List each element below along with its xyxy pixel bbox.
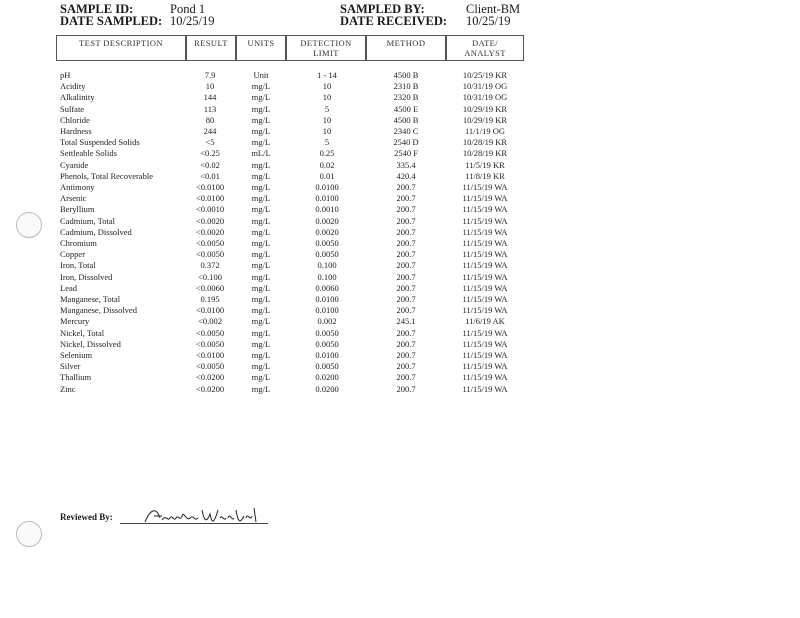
- units-cell: mg/L: [251, 249, 271, 260]
- method-cell: 200.7: [396, 294, 416, 304]
- table-row: [0, 339, 800, 350]
- table-row: [0, 204, 800, 215]
- date-analyst-cell: 11/15/19 WA: [462, 327, 508, 338]
- detection-limit-cell: 0.0050: [315, 361, 339, 372]
- date-sampled-label: DATE SAMPLED:: [60, 14, 163, 28]
- detection-limit-cell: 0.02: [319, 159, 335, 170]
- detection-limit-cell: 0.0200: [315, 383, 339, 394]
- result-cell: <0.01: [200, 170, 220, 181]
- units-cell: mg/L: [251, 204, 271, 215]
- units-cell: Unit: [253, 70, 269, 80]
- date-analyst-cell: 11/15/19 WA: [462, 260, 508, 271]
- detection-limit-cell: 0.100: [317, 271, 337, 282]
- detection-limit-cell: 10: [322, 114, 332, 125]
- table-row: [0, 160, 800, 171]
- units-cell: mg/L: [251, 294, 271, 304]
- method-cell: 335.4: [396, 159, 416, 170]
- date-analyst-cell: 10/29/19 KR: [462, 103, 508, 114]
- detection-limit-cell: 0.0100: [315, 182, 339, 192]
- date-analyst-cell: 11/1/19 OG: [464, 126, 506, 136]
- method-cell: 4500 B: [393, 70, 419, 80]
- date-analyst-cell: 11/15/19 WA: [462, 182, 508, 192]
- method-cell: 2320 B: [393, 92, 419, 103]
- table-row: [0, 126, 800, 137]
- units-cell: mg/L: [251, 182, 271, 192]
- result-cell: 244: [203, 126, 217, 136]
- date-analyst-cell: 11/15/19 WA: [462, 204, 508, 215]
- result-cell: 80: [205, 114, 215, 125]
- result-cell: <0.0200: [195, 383, 225, 394]
- units-cell: mL/L: [251, 148, 271, 159]
- date-analyst-cell: 10/31/19 OG: [462, 81, 508, 92]
- sample-id-value: Pond 1: [170, 2, 206, 16]
- test-description-cell: Phenols, Total Recoverable: [60, 170, 153, 181]
- result-cell: 7.9: [204, 70, 216, 80]
- result-cell: 0.195: [200, 294, 220, 304]
- units-cell: mg/L: [251, 103, 271, 114]
- detection-limit-cell: 0.0100: [315, 193, 339, 204]
- method-cell: 200.7: [396, 193, 416, 204]
- units-cell: mg/L: [251, 114, 271, 125]
- col-method-label: METHOD: [386, 38, 426, 48]
- punch-hole-top: [16, 212, 42, 238]
- test-description-cell: Copper: [60, 249, 86, 260]
- detection-limit-cell: 1 - 14: [317, 70, 337, 80]
- result-cell: <0.0050: [195, 338, 225, 349]
- table-row: [0, 92, 800, 103]
- result-cell: <0.0100: [195, 305, 225, 316]
- method-cell: 200.7: [396, 361, 416, 372]
- method-cell: 2340 C: [393, 126, 419, 136]
- table-row: [0, 316, 800, 327]
- detection-limit-cell: 0.25: [319, 148, 335, 159]
- method-cell: 200.7: [396, 238, 416, 248]
- method-cell: 200.7: [396, 327, 416, 338]
- table-row: [0, 137, 800, 148]
- test-description-cell: Acidity: [60, 81, 86, 92]
- detection-limit-cell: 0.002: [317, 316, 337, 327]
- col-test-description-label: TEST DESCRIPTION: [79, 38, 163, 48]
- test-description-cell: Thallium: [60, 372, 92, 383]
- units-cell: mg/L: [251, 260, 271, 271]
- detection-limit-cell: 0.0200: [315, 372, 339, 383]
- method-cell: 200.7: [396, 282, 416, 293]
- method-cell: 200.7: [396, 260, 416, 271]
- test-description-cell: Beryllium: [60, 204, 95, 215]
- result-cell: <0.25: [200, 148, 220, 159]
- test-description-cell: Iron, Total: [60, 260, 96, 271]
- table-row: [0, 294, 800, 305]
- detection-limit-cell: 0.0050: [315, 249, 339, 260]
- detection-limit-cell: 0.0100: [315, 305, 339, 316]
- method-cell: 2540 F: [394, 148, 418, 159]
- method-cell: 200.7: [396, 215, 416, 226]
- units-cell: mg/L: [251, 215, 271, 226]
- date-analyst-cell: 11/15/19 WA: [462, 294, 508, 304]
- table-row: [0, 372, 800, 383]
- date-analyst-cell: 10/25/19 KR: [462, 70, 508, 80]
- result-cell: <0.0020: [195, 215, 225, 226]
- col-result-label: RESULT: [194, 38, 228, 48]
- table-row: [0, 227, 800, 238]
- date-analyst-cell: 11/15/19 WA: [462, 193, 508, 204]
- method-cell: 200.7: [396, 182, 416, 192]
- detection-limit-cell: 0.0020: [315, 226, 339, 237]
- test-description-cell: Sulfate: [60, 103, 85, 114]
- table-row: [0, 361, 800, 372]
- table-row: [0, 305, 800, 316]
- table-row: [0, 148, 800, 159]
- method-cell: 2540 D: [393, 137, 419, 148]
- col-detection-label-1: DETECTION: [300, 38, 352, 48]
- method-cell: 200.7: [396, 249, 416, 260]
- detection-limit-cell: 5: [324, 137, 330, 148]
- test-description-cell: Zinc: [60, 383, 76, 394]
- table-row: [0, 272, 800, 283]
- method-cell: 200.7: [396, 372, 416, 383]
- method-cell: 200.7: [396, 350, 416, 360]
- units-cell: mg/L: [251, 327, 271, 338]
- test-description-cell: Nickel, Total: [60, 327, 105, 338]
- units-cell: mg/L: [251, 226, 271, 237]
- result-cell: <0.0060: [195, 282, 225, 293]
- test-description-cell: Total Suspended Solids: [60, 137, 140, 148]
- detection-limit-cell: 0.100: [317, 260, 337, 271]
- date-analyst-cell: 11/8/19 KR: [465, 170, 505, 181]
- result-cell: <0.0050: [195, 361, 225, 372]
- detection-limit-cell: 10: [322, 126, 332, 136]
- result-cell: 0.372: [200, 260, 220, 271]
- date-analyst-cell: 11/15/19 WA: [462, 383, 508, 394]
- units-cell: mg/L: [251, 92, 271, 103]
- units-cell: mg/L: [251, 350, 271, 360]
- result-cell: <0.100: [198, 271, 222, 282]
- table-row: [0, 104, 800, 115]
- table-row: [0, 238, 800, 249]
- units-cell: mg/L: [251, 316, 271, 327]
- table-row: [0, 260, 800, 271]
- units-cell: mg/L: [251, 383, 271, 394]
- test-description-cell: Cyanide: [60, 159, 89, 170]
- sampled-by-value: Client-BM: [466, 2, 521, 16]
- test-description-cell: Iron, Dissolved: [60, 271, 113, 282]
- method-cell: 245.1: [396, 316, 416, 327]
- result-cell: <0.002: [198, 316, 222, 327]
- detection-limit-cell: 0.0100: [315, 350, 339, 360]
- result-cell: 113: [203, 103, 217, 114]
- table-row: [0, 216, 800, 227]
- test-description-cell: Manganese, Dissolved: [60, 305, 137, 316]
- date-analyst-cell: 11/15/19 WA: [462, 372, 508, 383]
- col-date-label-2: ANALYST: [464, 48, 506, 58]
- detection-limit-cell: 10: [322, 81, 332, 92]
- result-cell: <0.0100: [195, 193, 225, 204]
- test-description-cell: Cadmium, Total: [60, 215, 115, 226]
- test-description-cell: Selenium: [60, 350, 93, 360]
- date-analyst-cell: 11/5/19 KR: [465, 159, 505, 170]
- date-analyst-cell: 11/15/19 WA: [462, 215, 508, 226]
- table-row: [0, 328, 800, 339]
- date-analyst-cell: 11/15/19 WA: [462, 249, 508, 260]
- result-cell: <0.0050: [195, 249, 225, 260]
- units-cell: mg/L: [251, 126, 271, 136]
- method-cell: 420.4: [396, 170, 416, 181]
- date-analyst-cell: 10/31/19 OG: [462, 92, 508, 103]
- result-cell: <0.0200: [195, 372, 225, 383]
- table-row: [0, 350, 800, 361]
- reviewed-by-label: Reviewed By:: [60, 512, 113, 522]
- units-cell: mg/L: [251, 271, 271, 282]
- method-cell: 4500 E: [393, 103, 419, 114]
- date-analyst-cell: 11/15/19 WA: [462, 226, 508, 237]
- result-cell: <0.0100: [195, 350, 225, 360]
- detection-limit-cell: 0.0050: [315, 238, 339, 248]
- result-cell: 144: [203, 92, 217, 103]
- test-description-cell: Hardness: [60, 126, 92, 136]
- method-cell: 200.7: [396, 338, 416, 349]
- units-cell: mg/L: [251, 81, 271, 92]
- detection-limit-cell: 0.0050: [315, 327, 339, 338]
- test-description-cell: Alkalinity: [60, 92, 95, 103]
- sample-id-label: SAMPLE ID:: [60, 2, 134, 16]
- test-description-cell: Arsenic: [60, 193, 87, 204]
- result-cell: <0.0050: [195, 327, 225, 338]
- units-cell: mg/L: [251, 372, 271, 383]
- test-description-cell: Antimony: [60, 182, 95, 192]
- result-cell: <0.0100: [195, 182, 225, 192]
- test-description-cell: Manganese, Total: [60, 294, 121, 304]
- date-analyst-cell: 11/15/19 WA: [462, 282, 508, 293]
- test-description-cell: pH: [60, 70, 71, 80]
- date-analyst-cell: 11/15/19 WA: [462, 338, 508, 349]
- date-analyst-cell: 10/28/19 KR: [462, 137, 508, 148]
- units-cell: mg/L: [251, 137, 271, 148]
- test-description-cell: Chloride: [60, 114, 90, 125]
- test-description-cell: Cadmium, Dissolved: [60, 226, 132, 237]
- result-cell: <0.0050: [195, 238, 225, 248]
- result-cell: <5: [205, 137, 215, 148]
- table-row: [0, 193, 800, 204]
- table-row: [0, 249, 800, 260]
- date-analyst-cell: 10/29/19 KR: [462, 114, 508, 125]
- table-row: [0, 171, 800, 182]
- test-description-cell: Mercury: [60, 316, 90, 327]
- table-row: [0, 182, 800, 193]
- units-cell: mg/L: [251, 361, 271, 372]
- signature: [140, 500, 270, 530]
- test-description-cell: Chromium: [60, 238, 97, 248]
- result-cell: <0.02: [200, 159, 220, 170]
- detection-limit-cell: 0.0100: [315, 294, 339, 304]
- method-cell: 200.7: [396, 226, 416, 237]
- test-description-cell: Lead: [60, 282, 77, 293]
- date-analyst-cell: 11/15/19 WA: [462, 305, 508, 316]
- col-detection-label-2: LIMIT: [313, 48, 339, 58]
- detection-limit-cell: 0.0010: [315, 204, 339, 215]
- date-sampled-value: 10/25/19: [170, 14, 215, 28]
- table-row: [0, 115, 800, 126]
- test-description-cell: Silver: [60, 361, 81, 372]
- units-cell: mg/L: [251, 305, 271, 316]
- test-description-cell: Settleable Solids: [60, 148, 117, 159]
- units-cell: mg/L: [251, 238, 271, 248]
- detection-limit-cell: 5: [324, 103, 330, 114]
- units-cell: mg/L: [251, 193, 271, 204]
- detection-limit-cell: 0.0020: [315, 215, 339, 226]
- date-analyst-cell: 11/6/19 AK: [465, 316, 505, 327]
- detection-limit-cell: 10: [322, 92, 332, 103]
- units-cell: mg/L: [251, 170, 271, 181]
- punch-hole-bottom: [16, 521, 42, 547]
- result-cell: 10: [205, 81, 215, 92]
- date-analyst-cell: 11/15/19 WA: [462, 361, 508, 372]
- units-cell: mg/L: [251, 338, 271, 349]
- date-analyst-cell: 11/15/19 WA: [462, 238, 508, 248]
- col-date-label-1: DATE/: [471, 38, 499, 48]
- date-received-label: DATE RECEIVED:: [340, 14, 448, 28]
- result-cell: <0.0020: [195, 226, 225, 237]
- method-cell: 200.7: [396, 204, 416, 215]
- table-row: [0, 81, 800, 92]
- date-received-value: 10/25/19: [466, 14, 511, 28]
- method-cell: 200.7: [396, 305, 416, 316]
- detection-limit-cell: 0.0050: [315, 338, 339, 349]
- method-cell: 2310 B: [393, 81, 419, 92]
- units-cell: mg/L: [251, 159, 271, 170]
- sampled-by-label: SAMPLED BY:: [340, 2, 425, 16]
- date-analyst-cell: 11/15/19 WA: [462, 350, 508, 360]
- detection-limit-cell: 0.0060: [315, 282, 339, 293]
- col-units-label: UNITS: [247, 38, 275, 48]
- method-cell: 200.7: [396, 271, 416, 282]
- test-description-cell: Nickel, Dissolved: [60, 338, 121, 349]
- date-analyst-cell: 10/28/19 KR: [462, 148, 508, 159]
- table-row: [0, 384, 800, 395]
- detection-limit-cell: 0.01: [319, 170, 335, 181]
- result-cell: <0.0010: [195, 204, 225, 215]
- table-row: [0, 70, 800, 81]
- table-row: [0, 283, 800, 294]
- method-cell: 4500 B: [393, 114, 419, 125]
- date-analyst-cell: 11/15/19 WA: [462, 271, 508, 282]
- method-cell: 200.7: [396, 383, 416, 394]
- units-cell: mg/L: [251, 282, 271, 293]
